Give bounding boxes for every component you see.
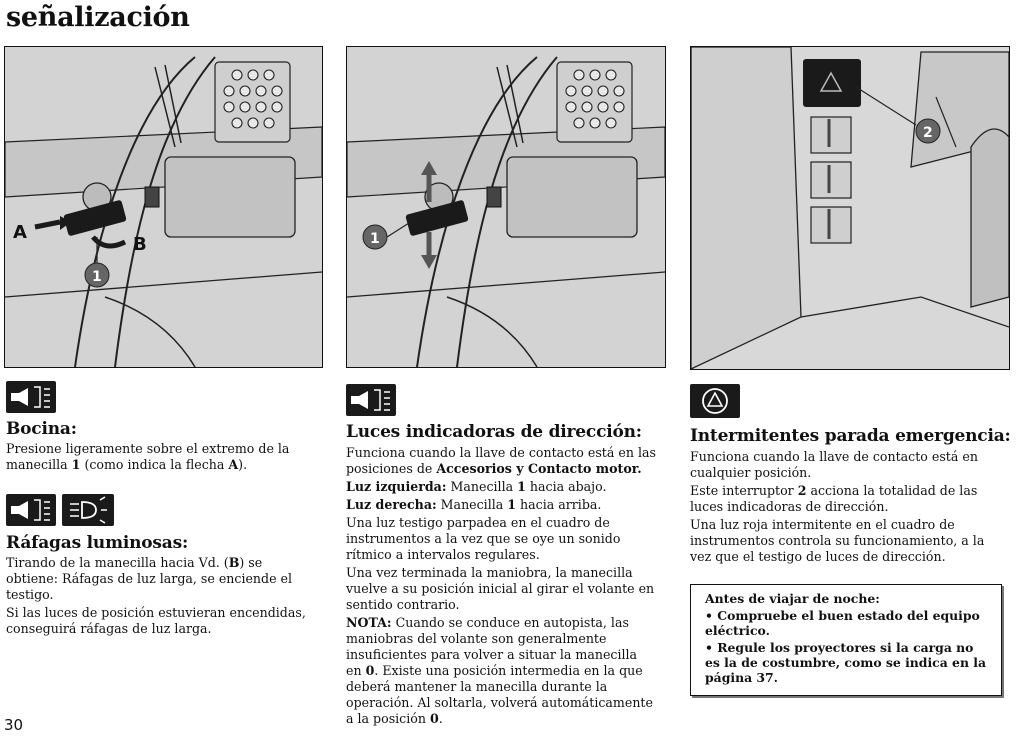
intermitentes-paragraph-2: Este interruptor 2 acciona la totalidad de las luces indicadoras de dirección. bbox=[690, 483, 978, 514]
horn-flasher-icon bbox=[346, 384, 396, 416]
callout-1: 1 bbox=[370, 231, 380, 247]
rafagas-paragraph-1: Tirando de la manecilla hacia Vd. (B) se obtiene: Ráfagas de luz larga, se enciende el testigo. bbox=[6, 555, 293, 602]
luces-paragraph-4: Una luz testigo parpadea en el cuadro de instrumentos a la vez que se oye un sonido rítmico a intervalos regulares. bbox=[346, 515, 621, 562]
figure-hazard-switch bbox=[690, 46, 1010, 370]
high-beam-icon bbox=[62, 494, 114, 526]
horn-flasher-icon bbox=[6, 381, 56, 413]
callout-2: 2 bbox=[923, 125, 933, 141]
luces-heading: Luces indicadoras de dirección: bbox=[346, 422, 642, 442]
rafagas-text bbox=[6, 555, 316, 639]
callout-b: B bbox=[133, 234, 147, 255]
luces-paragraph-2: Luz izquierda: Manecilla 1 hacia abajo. bbox=[346, 479, 607, 494]
intermitentes-paragraph-3: Una luz roja intermitente en el cuadro de instrumentos controla su funcionamiento, a la vez que el testigo de luces de dirección. bbox=[690, 517, 985, 564]
bocina-paragraph: Presione ligeramente sobre el extremo de la manecilla 1 (como indica la flecha A). bbox=[6, 441, 290, 472]
night-driving-note bbox=[690, 584, 1002, 696]
callout-1: 1 bbox=[92, 269, 102, 285]
figure-horn-stalk bbox=[4, 46, 323, 368]
note-item-2: • Regule los proyectores si la carga no es la de costumbre, como se indica en la página 37. bbox=[705, 640, 986, 685]
note-item-1: • Compruebe el buen estado del equipo eléctrico. bbox=[705, 608, 980, 638]
note-title: Antes de viajar de noche: bbox=[705, 591, 880, 606]
horn-flasher-icon bbox=[6, 494, 56, 526]
intermitentes-paragraph-1: Funciona cuando la llave de contacto está en cualquier posición. bbox=[690, 449, 978, 480]
intermitentes-heading: Intermitentes parada emergencia: bbox=[690, 426, 1011, 446]
bocina-heading: Bocina: bbox=[6, 419, 77, 439]
bocina-text bbox=[6, 441, 316, 475]
intermitentes-text bbox=[690, 449, 1000, 567]
callout-a: A bbox=[13, 222, 27, 243]
page-number: 30 bbox=[4, 716, 24, 734]
page-title: señalización bbox=[6, 2, 190, 33]
rafagas-paragraph-2: Si las luces de posición estuvieran encendidas, conseguirá ráfagas de luz larga. bbox=[6, 605, 306, 636]
hazard-warning-icon bbox=[690, 384, 740, 418]
figure-turn-signal-stalk bbox=[346, 46, 666, 368]
luces-nota: NOTA: Cuando se conduce en autopista, las maniobras del volante son generalmente insuficientes para volver a situar la manecilla en 0. Existe una posición intermedia en la que deberá mantener la manecilla durante la operación. Al soltarla, volverá automáticamente a la posición 0. bbox=[346, 615, 653, 726]
luces-paragraph-3: Luz derecha: Manecilla 1 hacia arriba. bbox=[346, 497, 602, 512]
rafagas-heading: Ráfagas luminosas: bbox=[6, 533, 189, 553]
luces-text bbox=[346, 445, 656, 729]
luces-paragraph-5: Una vez terminada la maniobra, la manecilla vuelve a su posición inicial al girar el volante en sentido contrario. bbox=[346, 565, 655, 612]
luces-paragraph-1: Funciona cuando la llave de contacto está en las posiciones de Accesorios y Contacto motor. bbox=[346, 445, 656, 476]
